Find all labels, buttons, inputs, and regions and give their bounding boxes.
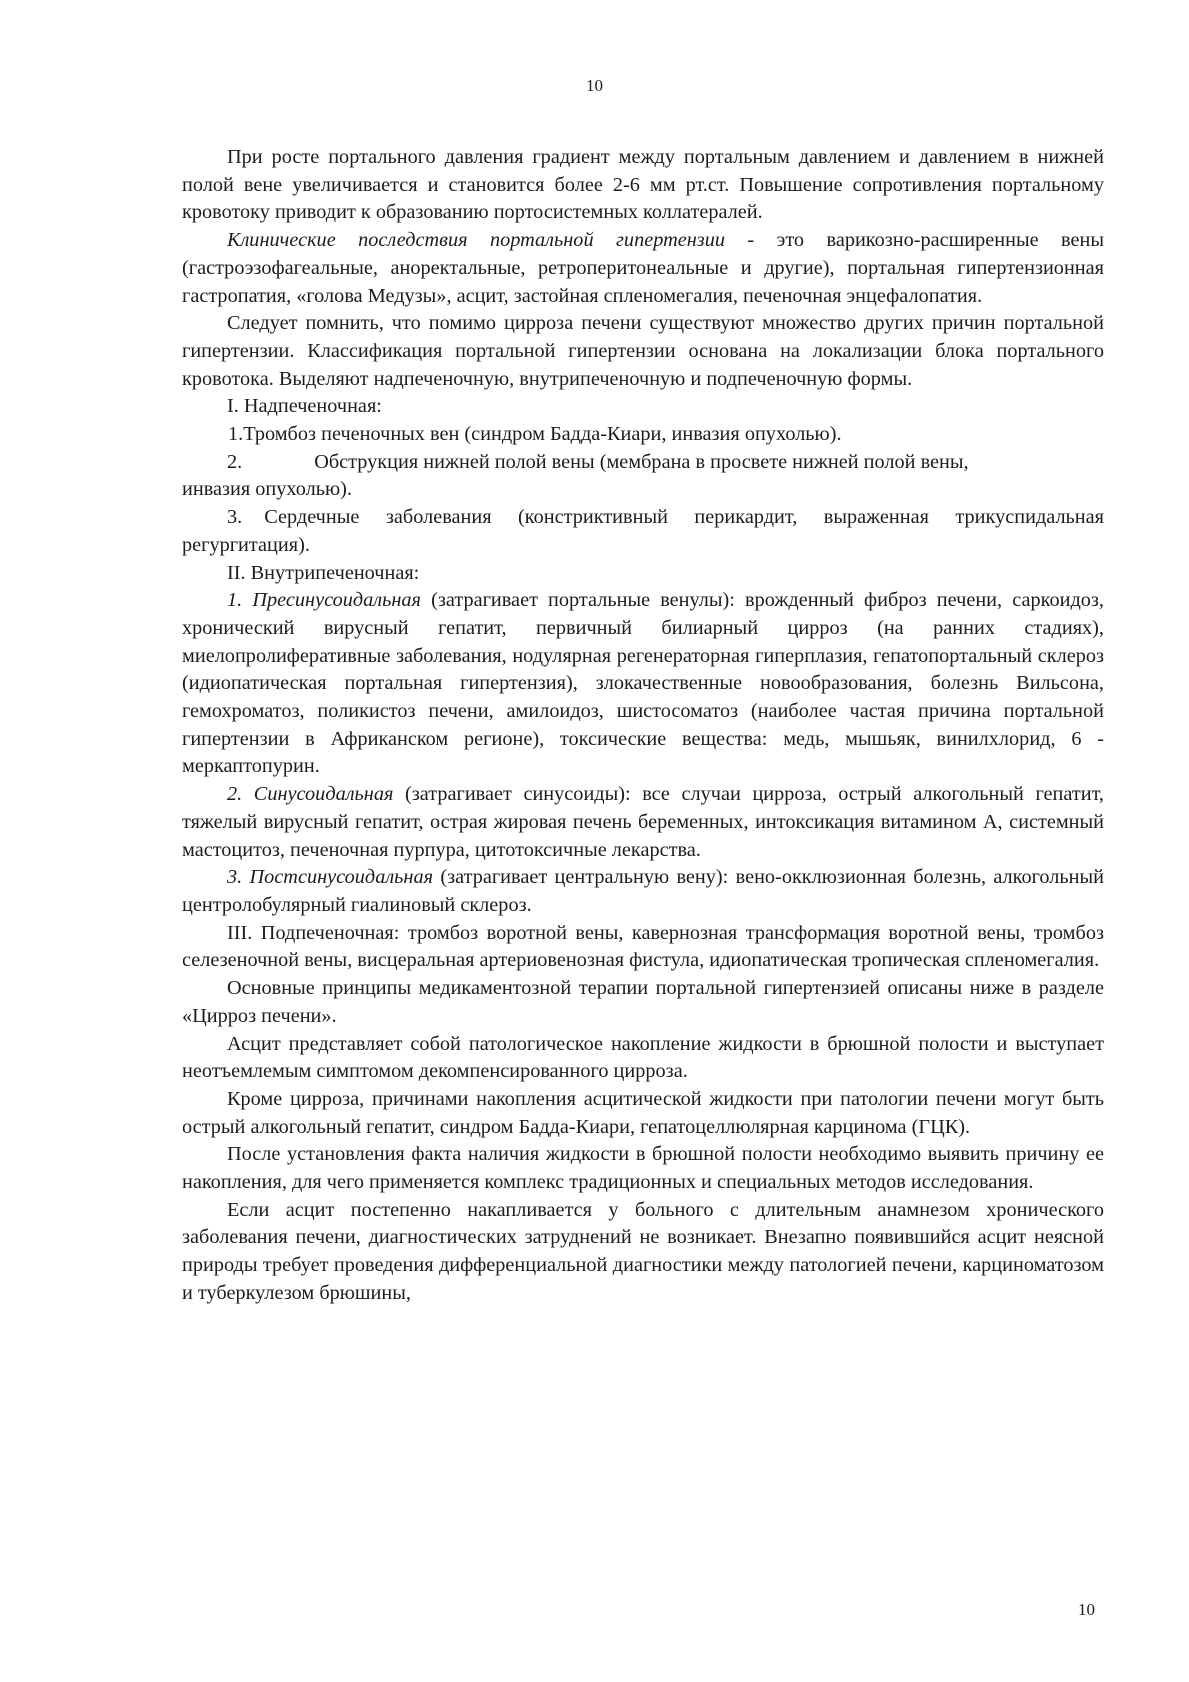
postsinusoidal-text: (затрагивает центральную вену): вено-окклюзионная болезнь, алкогольный центролобулярный гиалиновый склероз. <box>182 866 1104 916</box>
list-item-cardiac-disease <box>182 504 1104 559</box>
document-body <box>182 144 1104 1308</box>
paragraph-portal-pressure: При росте портального давления градиент между портальным давлением и давлением в нижней полой вене увеличивается и становится более 2-6 мм рт.ст. Повышение сопротивления портальному кровотоку приводит к образованию портосистемных коллатералей. <box>182 146 1104 224</box>
presinusoidal-term: 1. Пресинусоидальная <box>227 589 421 612</box>
paragraph-classification: Следует помнить, что помимо цирроза печени существуют множество других причин портальной гипертензии. Классификация портальной гипертензии основана на локализации блока портального кровотока. Выделяют надпеченочную, внутрипеченочную и подпеченочную формы. <box>182 312 1104 390</box>
paragraph-clinical-consequences <box>182 227 1104 310</box>
clinical-consequences-text: - это варикозно-расширенные вены (гастроэзофагеальные, аноректальные, ретроперитонеальные и другие), портальная гипертензионная гастропатия, «голова Медузы», асцит, застойная спленомегалия, печеночная энцефалопатия. <box>182 229 1105 307</box>
paragraph-ascites-diagnosis: После установления факта наличия жидкости в брюшной полости необходимо выявить причину ее накопления, для чего применяется комплекс традиционных и специальных методов исследования. <box>182 1143 1104 1194</box>
postsinusoidal-term: 3. Постсинусоидальная <box>227 866 434 889</box>
paragraph-ascites-causes: Кроме цирроза, причинами накопления асцитической жидкости при патологии печени могут быть острый алкогольный гепатит, синдром Бадда-Киари, гепатоцеллюлярная карцинома (ГЦК). <box>182 1087 1104 1138</box>
list-item-hepatic-vein-thrombosis: 1.Тромбоз печеночных вен (синдром Бадда-Киари, инвазия опухолью). <box>228 423 842 446</box>
list-item-presinusoidal <box>182 587 1104 781</box>
sinusoidal-term: 2. Синусоидальная <box>227 783 394 806</box>
clinical-consequences-term: Клинические последствия портальной гипертензии <box>227 229 725 252</box>
list-item-sinusoidal <box>182 781 1104 864</box>
page-number-top: 10 <box>586 76 603 95</box>
list-item-cardiac-text: Сердечные заболевания (констриктивный перикардит, выраженная трикуспидальная регургитация). <box>182 506 1104 556</box>
list-item-ivc-continuation: инвазия опухолью). <box>182 478 353 501</box>
sinusoidal-text: (затрагивает синусоиды): все случаи цирроза, острый алкогольный гепатит, тяжелый вирусный гепатит, острая жировая печень беременных, интоксикация витамином А, системный мастоцитоз, печеночная пурпура, цитотоксичные лекарства. <box>182 783 1104 861</box>
page-number-bottom: 10 <box>1078 1600 1095 1619</box>
presinusoidal-text: (затрагивает портальные венулы): врожденный фиброз печени, саркоидоз, хронический вирусный гепатит, первичный билиарный цирроз (на ранних стадиях), миелопролиферативные заболевания, нодулярная регенераторная гиперплазия, гепатопортальный склероз (идиопатическая портальная гипертензия), злокачественные новообразования, болезнь Вильсона, гемохроматоз, поликистоз печени, амилоидоз, шистосоматоз (наиболее частая причина портальной гипертензии в Африканском регионе), токсические вещества: медь, мышьяк, винилхлорид, 6 - меркаптопурин. <box>182 589 1104 778</box>
paragraph-differential-diagnosis: Если асцит постепенно накапливается у больного с длительным анамнезом хронического заболевания печени, диагностических затруднений не возникает. Внезапно появившийся асцит неясной природы требует проведения дифференциальной диагностики между патологией печени, карциноматозом и туберкулезом брюшины, <box>182 1198 1104 1304</box>
list-item-postsinusoidal <box>182 864 1104 919</box>
list-item-ivc-obstruction <box>182 449 1104 477</box>
list-item-ivc-number: 2. <box>227 450 243 473</box>
section-heading-suprahepatic: I. Надпеченочная: <box>227 395 382 418</box>
paragraph-therapy-principles: Основные принципы медикаментозной терапии портальной гипертензией описаны ниже в разделе «Цирроз печени». <box>182 977 1104 1027</box>
list-item-ivc-text: Обструкция нижней полой вены (мембрана в просвете нижней полой вены, <box>314 450 969 473</box>
paragraph-ascites-definition: Асцит представляет собой патологическое накопление жидкости в брюшной полости и выступает неотъемлемым симптомом декомпенсированного цирроза. <box>182 1032 1104 1083</box>
list-item-cardiac-number: 3. <box>227 506 243 529</box>
section-heading-intrahepatic: II. Внутрипеченочная: <box>227 561 420 584</box>
section-subhepatic: III. Подпеченочная: тромбоз воротной вены, кавернозная трансформация воротной вены, тромбоз селезеночной вены, висцеральная артериовенозная фистула, идиопатическая тропическая спленомегалия. <box>182 921 1104 972</box>
